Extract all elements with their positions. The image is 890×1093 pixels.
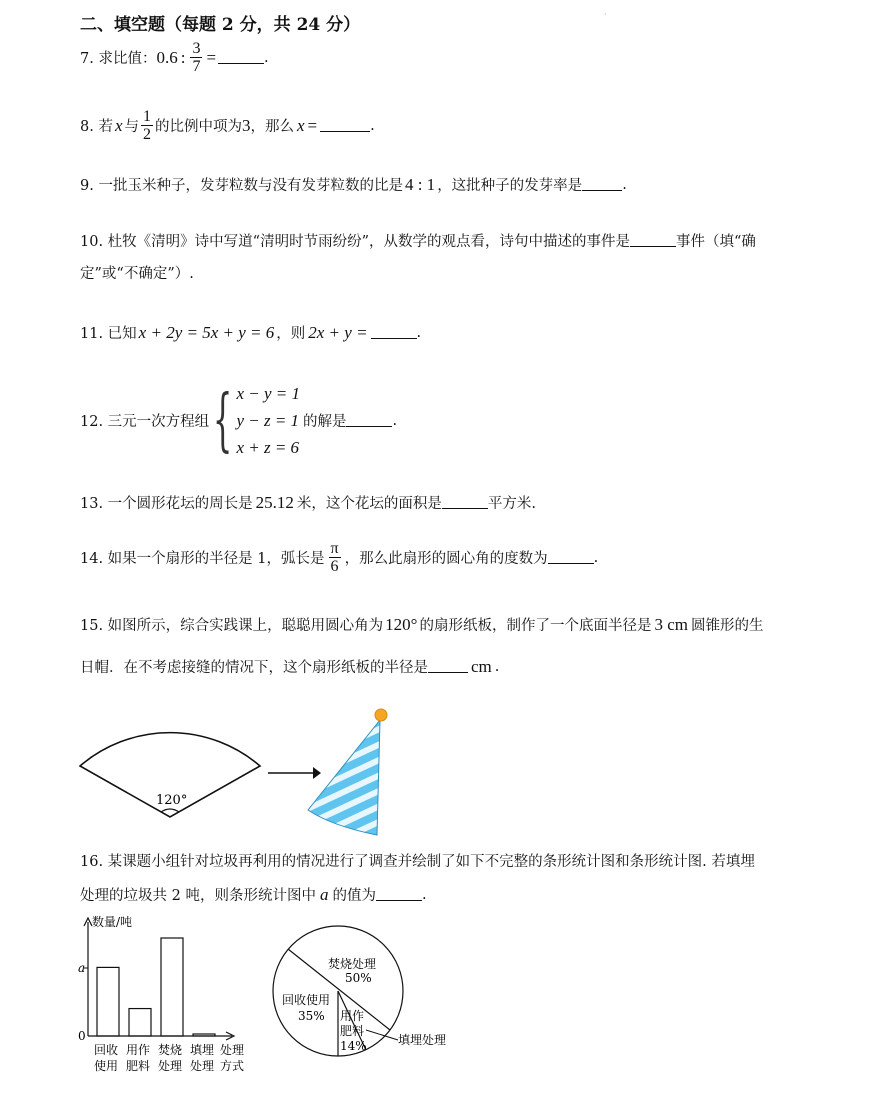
party-hat-cone xyxy=(308,720,380,835)
bar-chart xyxy=(70,912,270,1077)
question-11 xyxy=(80,322,421,343)
q15-text-1c: 圆锥形的生 xyxy=(691,618,764,634)
q12-text-1: 12. 三元一次方程组 xyxy=(80,414,210,430)
question-10-line-2: 定”或“不确定”）. xyxy=(80,266,194,282)
q12-equation-3: x + z = 6 xyxy=(236,438,300,457)
q15-unit: cm xyxy=(471,656,492,676)
q9-answer-blank[interactable] xyxy=(582,178,622,191)
bar-category-label-3-top: 焚烧 xyxy=(158,1043,183,1057)
q15-figure xyxy=(70,700,410,845)
q8-var-x-2: x xyxy=(297,115,305,135)
question-14 xyxy=(80,540,598,575)
q11-end: . xyxy=(416,324,422,341)
q7-prefix: 7. 求比值： xyxy=(80,51,157,67)
q7-fraction xyxy=(190,40,202,75)
bar-category-label-4-top: 填埋 xyxy=(190,1043,215,1057)
q15-text-1b: 的扇形纸板，制作了一个底面半径是 xyxy=(419,618,652,634)
q7-value: 0.6 xyxy=(156,47,178,67)
question-8 xyxy=(80,108,375,143)
x-axis-label-top: 处理 xyxy=(220,1043,245,1057)
bar-2 xyxy=(129,1009,151,1036)
q7-end: . xyxy=(264,49,269,66)
q15-end: . xyxy=(494,658,500,675)
bar-category-label-2-top: 用作 xyxy=(126,1043,151,1057)
bar-category-label-2-bottom: 肥料 xyxy=(126,1059,151,1073)
pie-chart xyxy=(270,922,470,1062)
pie-pct-recycle: 35% xyxy=(298,1009,325,1023)
q7-denominator: 7 xyxy=(192,58,201,75)
q12-equation-1: x − y = 1 xyxy=(236,384,300,403)
q14-text-1: 14. 如果一个扇形的半径是 1，弧长是 xyxy=(80,551,325,567)
q8-value-3: 3 xyxy=(242,115,251,135)
q9-text-1: 9. 一批玉米种子，发芽粒数与没有发芽粒数的比是 xyxy=(80,178,403,194)
question-16-line-1: 16. 某课题小组针对垃圾再利用的情况进行了调查并绘制了如下不完整的条形统计图和条形统计图. 若填埋 xyxy=(80,854,755,870)
speck: · xyxy=(604,10,607,19)
q16-text-2b: 的值为 xyxy=(332,888,376,904)
q8-equals: = xyxy=(307,115,318,135)
q10-answer-blank[interactable] xyxy=(630,234,676,247)
q8-denominator: 2 xyxy=(143,126,151,143)
q15-text-2a: 日帽．在不考虑接缝的情况下，这个扇形纸板的半径是 xyxy=(80,660,428,676)
q12-brace: { xyxy=(213,380,233,460)
q11-expression: x + 2y = 5x + y = 6 xyxy=(138,322,275,342)
question-13 xyxy=(80,492,536,513)
q14-end: . xyxy=(593,549,599,566)
sector-angle-arc xyxy=(161,809,179,812)
question-15-line-1 xyxy=(80,614,764,635)
q13-text-3: 平方米. xyxy=(487,496,537,512)
y-axis-label: 数量/吨 xyxy=(92,915,133,929)
q8-text-1: 8. 若 xyxy=(80,119,113,135)
sector-angle-label: 120° xyxy=(156,793,188,808)
q16-end: . xyxy=(421,886,427,903)
q8-end: . xyxy=(370,117,375,134)
q14-text-2: ，那么此扇形的圆心角的度数为 xyxy=(344,551,548,567)
q16-var-a: a xyxy=(319,884,329,904)
q12-system xyxy=(236,380,300,461)
q12-answer-blank[interactable] xyxy=(346,414,392,427)
question-15-line-2 xyxy=(80,656,499,677)
bar-category-label-3-bottom: 处理 xyxy=(158,1059,183,1073)
q8-text-3: 的比例中项为 xyxy=(155,119,242,135)
q9-ratio: 4 : 1 xyxy=(404,174,436,194)
y-tick-a: a xyxy=(78,961,86,975)
q12-end: . xyxy=(392,412,398,429)
question-7 xyxy=(80,40,269,75)
bar-category-label-1-bottom: 使用 xyxy=(94,1059,119,1073)
q7-numerator: 3 xyxy=(192,40,201,57)
q8-text-2: 与 xyxy=(124,119,139,135)
pie-callout-landfill: 填埋处理 xyxy=(398,1033,447,1047)
q15-answer-blank[interactable] xyxy=(428,660,468,673)
bar-1 xyxy=(97,967,119,1036)
q11-text-1: 11. 已知 xyxy=(80,326,137,342)
q11-answer-blank[interactable] xyxy=(371,326,417,339)
q13-value: 25.12 xyxy=(255,492,294,512)
question-9 xyxy=(80,174,627,195)
question-10-line-1 xyxy=(80,230,756,251)
question-16-line-2 xyxy=(80,884,427,905)
q8-text-4: ，那么 xyxy=(250,119,294,135)
q10-text-1-end: 事件（填“确 xyxy=(676,234,756,250)
q13-text-1: 13. 一个圆形花坛的周长是 xyxy=(80,496,253,512)
q7-answer-blank[interactable] xyxy=(218,51,264,64)
q13-answer-blank[interactable] xyxy=(442,496,488,509)
q8-fraction xyxy=(141,108,153,143)
q13-text-2: 米，这个花坛的面积是 xyxy=(296,496,442,512)
q11-expression-2: 2x + y = xyxy=(308,322,368,342)
arrow-head xyxy=(313,767,321,779)
q16-text-2a: 处理的垃圾共 2 吨，则条形统计图中 xyxy=(80,888,316,904)
x-axis-label-bottom: 方式 xyxy=(220,1059,245,1073)
q8-numerator: 1 xyxy=(143,108,151,125)
bar-category-label-4-bottom: 处理 xyxy=(190,1059,215,1073)
q10-text-1: 10. 杜牧《清明》诗中写道“清明时节雨纷纷”，从数学的观点看，诗句中描述的事件是 xyxy=(80,234,630,250)
q16-answer-blank[interactable] xyxy=(376,888,422,901)
q15-text-1a: 15. 如图所示，综合实践课上，聪聪用圆心角为 xyxy=(80,618,384,634)
q7-colon: : xyxy=(180,47,186,67)
q14-numerator: π xyxy=(330,540,339,557)
q11-text-2: ，则 xyxy=(276,326,306,342)
pie-label-incinerate: 焚烧处理 xyxy=(328,957,377,971)
q15-angle: 120° xyxy=(385,614,418,634)
bar-category-label-1-top: 回收 xyxy=(94,1043,119,1057)
bar-4 xyxy=(193,1034,215,1036)
bar-3 xyxy=(161,938,183,1036)
q14-denominator: 6 xyxy=(330,558,339,575)
q8-var-x: x xyxy=(114,115,123,135)
question-12 xyxy=(80,380,397,461)
q9-text-2: ，这批种子的发芽率是 xyxy=(437,178,583,194)
party-hat-pompom xyxy=(375,709,387,721)
pie-pct-incinerate: 50% xyxy=(345,971,372,985)
q7-equals: = xyxy=(206,47,217,67)
q8-answer-blank[interactable] xyxy=(320,119,370,132)
y-tick-0: 0 xyxy=(78,1029,86,1043)
section-title: 二、填空题（每题 2 分，共 24 分） xyxy=(80,15,361,35)
q12-text-2: 的解是 xyxy=(302,414,347,430)
pie-pct-fertilizer: 14% xyxy=(340,1039,367,1053)
pie-label-fertilizer-2: 肥料 xyxy=(340,1024,365,1038)
pie-label-recycle: 回收使用 xyxy=(282,993,331,1007)
q14-answer-blank[interactable] xyxy=(548,551,594,564)
q15-radius: 3 cm xyxy=(654,614,689,634)
pie-label-fertilizer-1: 用作 xyxy=(340,1009,365,1023)
q12-equation-2: y − z = 1 xyxy=(236,411,300,430)
q14-fraction xyxy=(329,540,341,575)
q9-end: . xyxy=(622,176,627,193)
